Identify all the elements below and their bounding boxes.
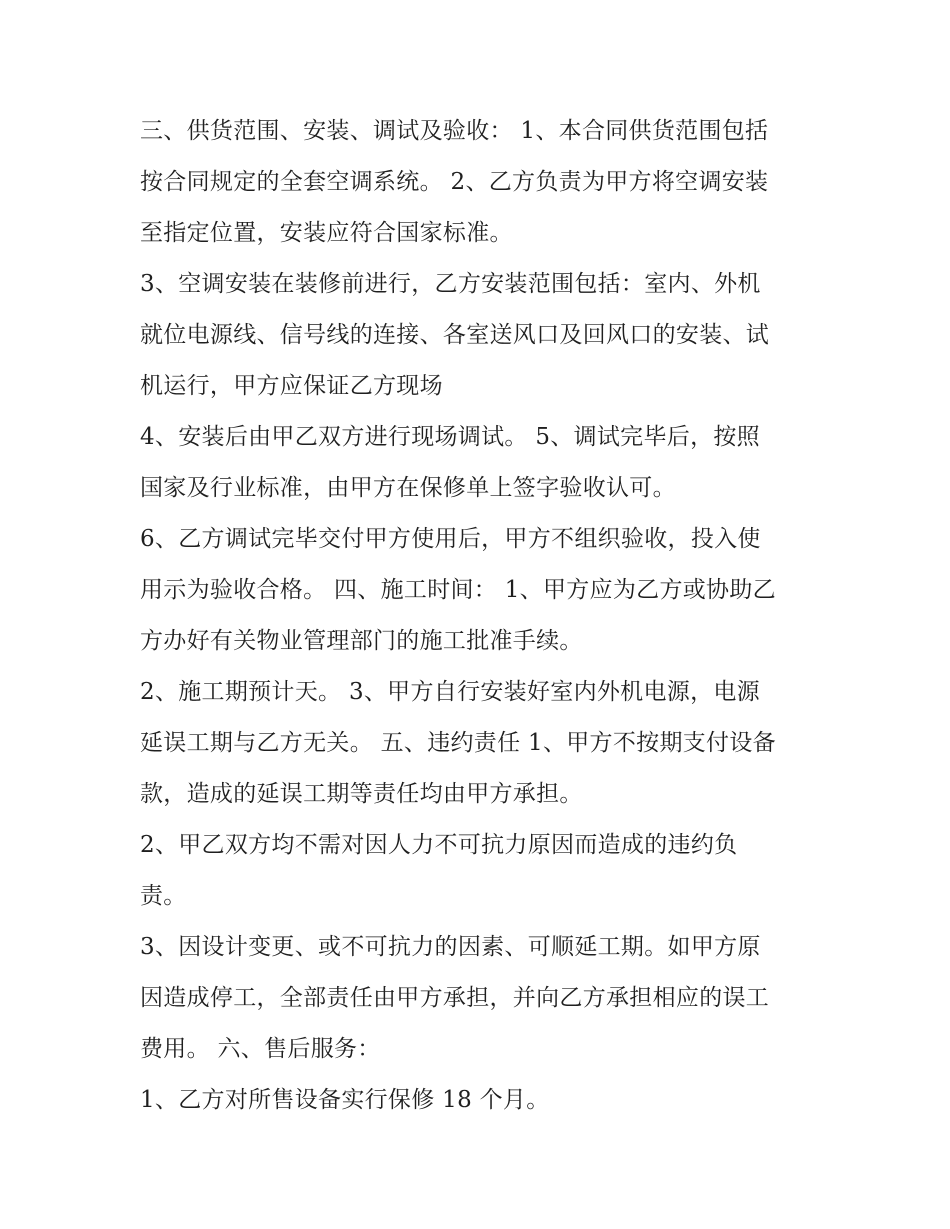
text-line: 至指定位置，安装应符合国家标准。 xyxy=(140,220,513,246)
text-line: 机运行，甲方应保证乙方现场 xyxy=(140,373,443,399)
text-line: 责。 xyxy=(140,883,187,909)
text-line: 2、施工期预计天。 3、甲方自行安装好室内外机电源，电源 xyxy=(140,679,760,705)
text-line: 费用。 六、售后服务： xyxy=(140,1036,381,1062)
text-line: 按合同规定的全套空调系统。 2、乙方负责为甲方将空调安装 xyxy=(140,169,769,195)
text-line: 2、甲乙双方均不需对因人力不可抗力原因而造成的违约负 xyxy=(140,832,738,858)
text-line: 6、乙方调试完毕交付甲方使用后，甲方不组织验收，投入使 xyxy=(140,526,761,552)
text-line: 用示为验收合格。 四、施工时间： 1、甲方应为乙方或协助乙 xyxy=(140,577,776,603)
text-line: 款，造成的延误工期等责任均由甲方承担。 xyxy=(140,781,583,807)
text-line: 4、安装后由甲乙双方进行现场调试。 5、调试完毕后，按照 xyxy=(140,424,760,450)
text-line: 1、乙方对所售设备实行保修 18 个月。 xyxy=(140,1087,550,1113)
text-line: 方办好有关物业管理部门的施工批准手续。 xyxy=(140,628,583,654)
text-line: 3、空调安装在装修前进行，乙方安装范围包括：室内、外机 xyxy=(140,271,761,297)
text-line: 因造成停工，全部责任由甲方承担，并向乙方承担相应的误工 xyxy=(140,985,770,1011)
text-line: 延误工期与乙方无关。 五、违约责任 1、甲方不按期支付设备 xyxy=(140,730,776,756)
text-line: 就位电源线、信号线的连接、各室送风口及回风口的安装、试 xyxy=(140,322,770,348)
text-line: 3、因设计变更、或不可抗力的因素、可顺延工期。如甲方原 xyxy=(140,934,761,960)
document-body xyxy=(140,106,820,1126)
text-line: 三、供货范围、安装、调试及验收： 1、本合同供货范围包括 xyxy=(140,118,769,144)
text-line: 国家及行业标准，由甲方在保修单上签字验收认可。 xyxy=(140,475,676,501)
